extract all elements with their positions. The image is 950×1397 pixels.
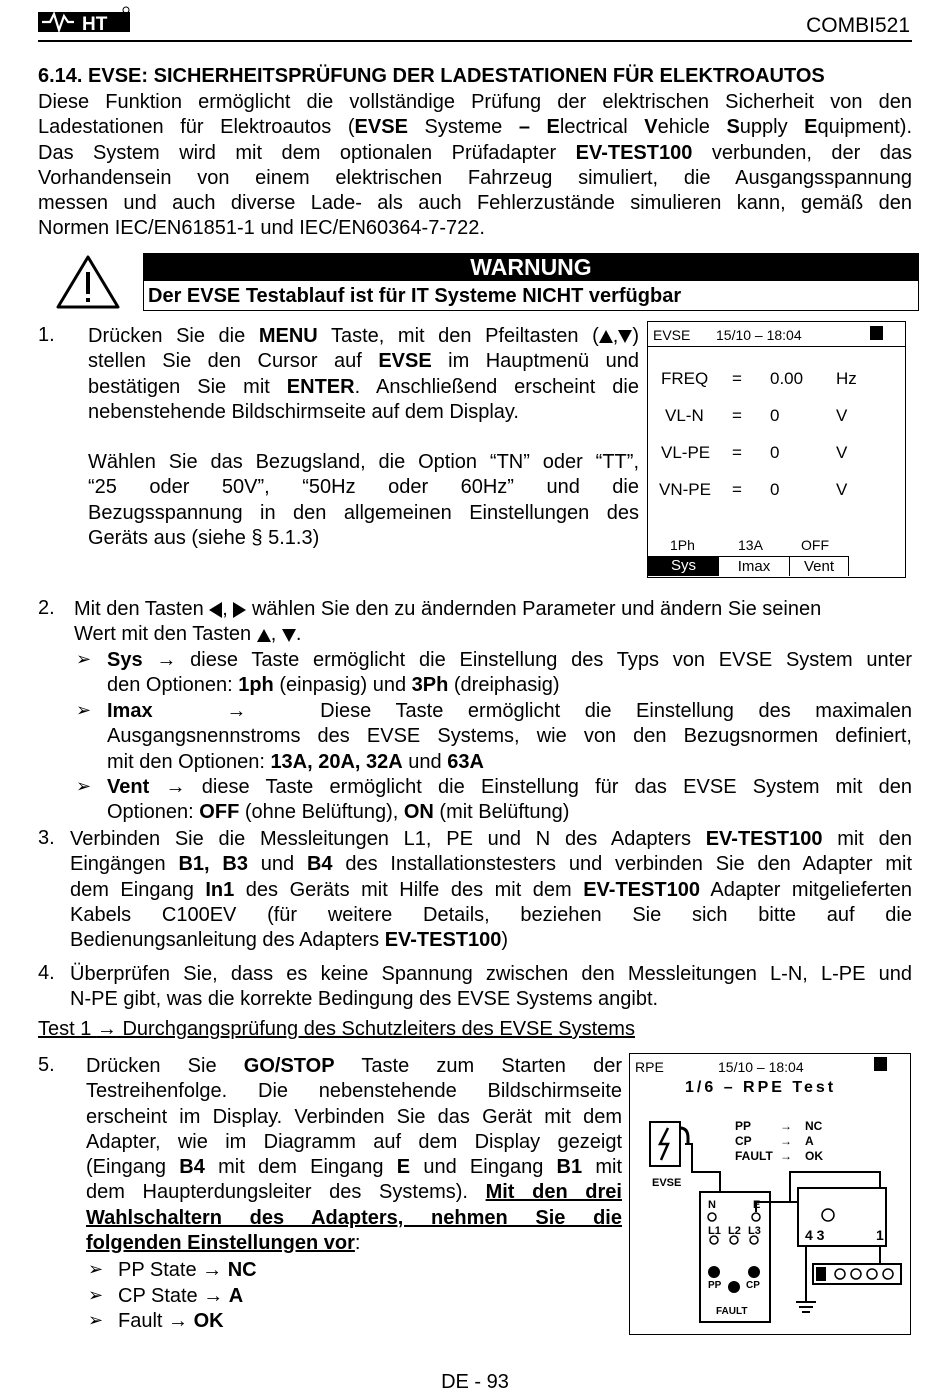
bullet-vent: Vent → diese Taste ermöglicht die Einstellung für das EVSE System mit den Optionen: OFF (ohne Belüftung), ON (mit Belüftung) — [107, 776, 913, 824]
diagram-evse-label: EVSE — [652, 1177, 682, 1189]
arrow-right-icon: → — [96, 1018, 117, 1040]
arrow-right-icon: → — [203, 1285, 224, 1307]
setting-pp-state: PP State → NC — [118, 1259, 257, 1281]
lcd-vln-value: 0 — [770, 406, 780, 425]
test-1-heading: Test 1 → Durchgangsprüfung des Schutzleiters des EVSE Systems — [38, 1018, 635, 1040]
lcd-vlpe-eq: = — [732, 443, 742, 462]
intro-paragraph: Diese Funktion ermöglicht die vollständige Prüfung der elektrischen Sicherheit von den Ladestationen für Elektroautos (EVSE Systeme – Electrical Vehicle Supply Equipment). Das System wird mit dem optionalen Prüfadapter EV-TEST100 verbunden, der das Vorhandensein von einem elektrischen Fahrzeug simuliert, die Ausgangsspannung messen und auch diverse Lade- als auch Fehlerzustände simulieren kann, gemäß den Normen IEC/EN61851-1 und IEC/EN60364-7-722. — [38, 91, 913, 240]
section-title: 6.14. EVSE: SICHERHEITSPRÜFUNG DER LADESTATIONEN FÜR ELEKTROAUTOS — [38, 65, 825, 87]
svg-text:A: A — [805, 1134, 814, 1148]
step-3-number: 3. — [38, 827, 55, 849]
svg-text:1: 1 — [876, 1227, 884, 1243]
svg-text:E: E — [753, 1199, 761, 1211]
battery-icon — [870, 326, 883, 340]
lcd-vlpe-label: VL-PE — [661, 443, 711, 462]
lcd-freq-eq: = — [732, 369, 742, 388]
bullet-icon: ➢ — [76, 776, 92, 796]
down-arrow-icon — [282, 629, 296, 642]
setting-cp-state: CP State → A — [118, 1285, 244, 1307]
svg-text:4 3: 4 3 — [805, 1227, 825, 1243]
svg-text:FAULT: FAULT — [716, 1306, 748, 1317]
lcd-param-vent: OFF — [801, 537, 829, 553]
lcd-screen-evse — [647, 321, 906, 578]
connection-diagram — [630, 1102, 910, 1332]
svg-text:PP: PP — [735, 1119, 752, 1133]
model-name: COMBI521 — [806, 14, 910, 37]
bullet-icon: ➢ — [76, 649, 92, 669]
warning-box — [143, 253, 919, 311]
svg-text:N: N — [708, 1199, 716, 1211]
lcd-param-sys: 1Ph — [670, 537, 695, 553]
battery-icon — [874, 1057, 887, 1071]
svg-text:L1: L1 — [708, 1225, 721, 1237]
step-4-text: Überprüfen Sie, dass es keine Spannung zwischen den Messleitungen L-N, L-PE und N-PE gibt, was die korrekte Bedingung des EVSE Systems angibt. — [70, 963, 912, 1011]
right-arrow-icon — [233, 602, 246, 618]
lcd-freq-label: FREQ — [661, 369, 709, 388]
arrow-right-icon: → — [165, 776, 186, 798]
bullet-imax: Imax → Diese Taste ermöglicht die Einstellung des maximalen Ausgangsnennstroms des EVSE Systems, wie von den Bezugsnormen definiert, mit den Optionen: 13A, 20A, 32A und 63A — [107, 700, 913, 773]
up-arrow-icon — [257, 629, 271, 642]
lcd-screen-rpe — [629, 1053, 911, 1335]
arrow-right-icon: → — [156, 649, 177, 671]
adapter-box — [700, 1192, 770, 1322]
svg-text:→: → — [780, 1149, 792, 1163]
earth-bar-icon — [813, 1264, 901, 1284]
lcd-vnpe-value: 0 — [770, 480, 780, 499]
bullet-icon: ➢ — [88, 1310, 104, 1330]
arrow-right-icon: → — [202, 1259, 223, 1281]
lcd-vnpe-label: VN-PE — [659, 480, 711, 499]
step-2-text: Mit den Tasten , wählen Sie den zu ändernden Parameter und ändern Sie seinen Wert mit den Tasten , . — [74, 598, 822, 646]
svg-text:FAULT: FAULT — [735, 1149, 773, 1163]
svg-text:L2: L2 — [728, 1225, 741, 1237]
svg-text:NC: NC — [805, 1119, 823, 1133]
lcd2-title: 1/6 – RPE Test — [685, 1079, 837, 1096]
down-arrow-icon — [618, 330, 632, 343]
bullet-sys: Sys → diese Taste ermöglicht die Einstellung des Typs von EVSE System unter den Optionen: 1ph (einpasig) und 3Ph (dreiphasig) — [107, 649, 912, 697]
step-2-number: 2. — [38, 597, 55, 619]
arrow-right-icon: → — [226, 700, 247, 722]
page-number: DE - 93 — [441, 1371, 509, 1393]
up-arrow-icon — [599, 330, 613, 343]
svg-text:L3: L3 — [748, 1225, 761, 1237]
lcd-vln-label: VL-N — [665, 406, 704, 425]
ht-logo — [38, 6, 130, 36]
svg-text:CP: CP — [746, 1280, 760, 1291]
lcd-datetime: 15/10 – 18:04 — [716, 327, 802, 343]
svg-text:PP: PP — [708, 1280, 722, 1291]
lcd-vlpe-value: 0 — [770, 443, 780, 462]
lcd-vnpe-eq: = — [732, 480, 742, 499]
lcd-vlpe-unit: V — [836, 443, 848, 462]
setting-fault: Fault → OK — [118, 1310, 224, 1332]
bullet-icon: ➢ — [88, 1259, 104, 1279]
svg-text:CP: CP — [735, 1134, 752, 1148]
lcd-param-imax: 13A — [738, 537, 763, 553]
svg-text:→: → — [780, 1119, 792, 1133]
lcd-key-sys[interactable]: Sys — [648, 556, 719, 576]
lcd-key-imax[interactable]: Imax — [719, 556, 790, 576]
warning-text: Der EVSE Testablauf ist für IT Systeme NICHT verfügbar — [148, 285, 682, 307]
svg-text:→: → — [780, 1134, 792, 1148]
step-3-text: Verbinden Sie die Messleitungen L1, PE und N des Adapters EV-TEST100 mit den Eingängen B1, B3 und B4 des Installationstesters und verbinden Sie den Adapter mit dem Eingang In1 des Geräts mit Hilfe des mit dem EV-TEST100 Adapter mitgelieferten Kabels C100EV (für weitere Details, beziehen Sie sich bitte auf die Bedienungsanleitung des Adapters EV-TEST100) — [70, 828, 913, 952]
warning-triangle-icon — [55, 254, 121, 310]
lcd-vnpe-unit: V — [836, 480, 848, 499]
step-5-text: Drücken Sie GO/STOP Taste zum Starten der Testreihenfolge. Die nebenstehende Bildschirmseite erscheint im Display. Verbinden Sie das Gerät mit dem Adapter, wie im Diagramm auf dem Display gezeigt (Eingang B4 mit dem Eingang E und Eingang B1 mit dem Haupterdungsleiter des Systems). Mit den drei Wahlschaltern des Adapters, nehmen Sie die folgenden Einstellungen vor: — [86, 1055, 623, 1255]
svg-text:OK: OK — [805, 1149, 823, 1163]
logo-text: HT — [82, 14, 108, 35]
lcd-vln-unit: V — [836, 406, 848, 425]
step-4-number: 4. — [38, 962, 55, 984]
step-5-number: 5. — [38, 1054, 55, 1076]
header-rule — [38, 40, 912, 42]
arrow-right-icon: → — [168, 1310, 189, 1332]
lcd-mode: EVSE — [653, 327, 691, 343]
lcd-key-vent[interactable]: Vent — [790, 556, 849, 576]
left-arrow-icon — [209, 602, 222, 618]
lcd2-datetime: 15/10 – 18:04 — [718, 1059, 804, 1075]
lcd-freq-value: 0.00 — [770, 369, 804, 388]
step-1-text: Drücken Sie die MENU Taste, mit den Pfeiltasten ( , ) stellen Sie den Cursor auf EVSE im Hauptmenü und bestätigen Sie mit ENTER. Anschließend erscheint die nebenstehende Bildschirmseite auf dem Display. Wählen Sie das Bezugsland, die Option “TN” oder “TT”, “25 oder 50V”, “50Hz oder 60Hz” und die Bezugsspannung in den allgemeinen Einstellungen des Geräts aus (siehe § 5.1.3) — [88, 325, 639, 550]
lcd2-mode: RPE — [635, 1059, 664, 1075]
warning-title: WARNUNG — [144, 254, 918, 281]
lcd-vln-eq: = — [732, 406, 742, 425]
lcd-freq-unit: Hz — [836, 369, 857, 388]
step-1-number: 1. — [38, 324, 55, 346]
bullet-icon: ➢ — [88, 1285, 104, 1305]
bullet-icon: ➢ — [76, 700, 92, 720]
